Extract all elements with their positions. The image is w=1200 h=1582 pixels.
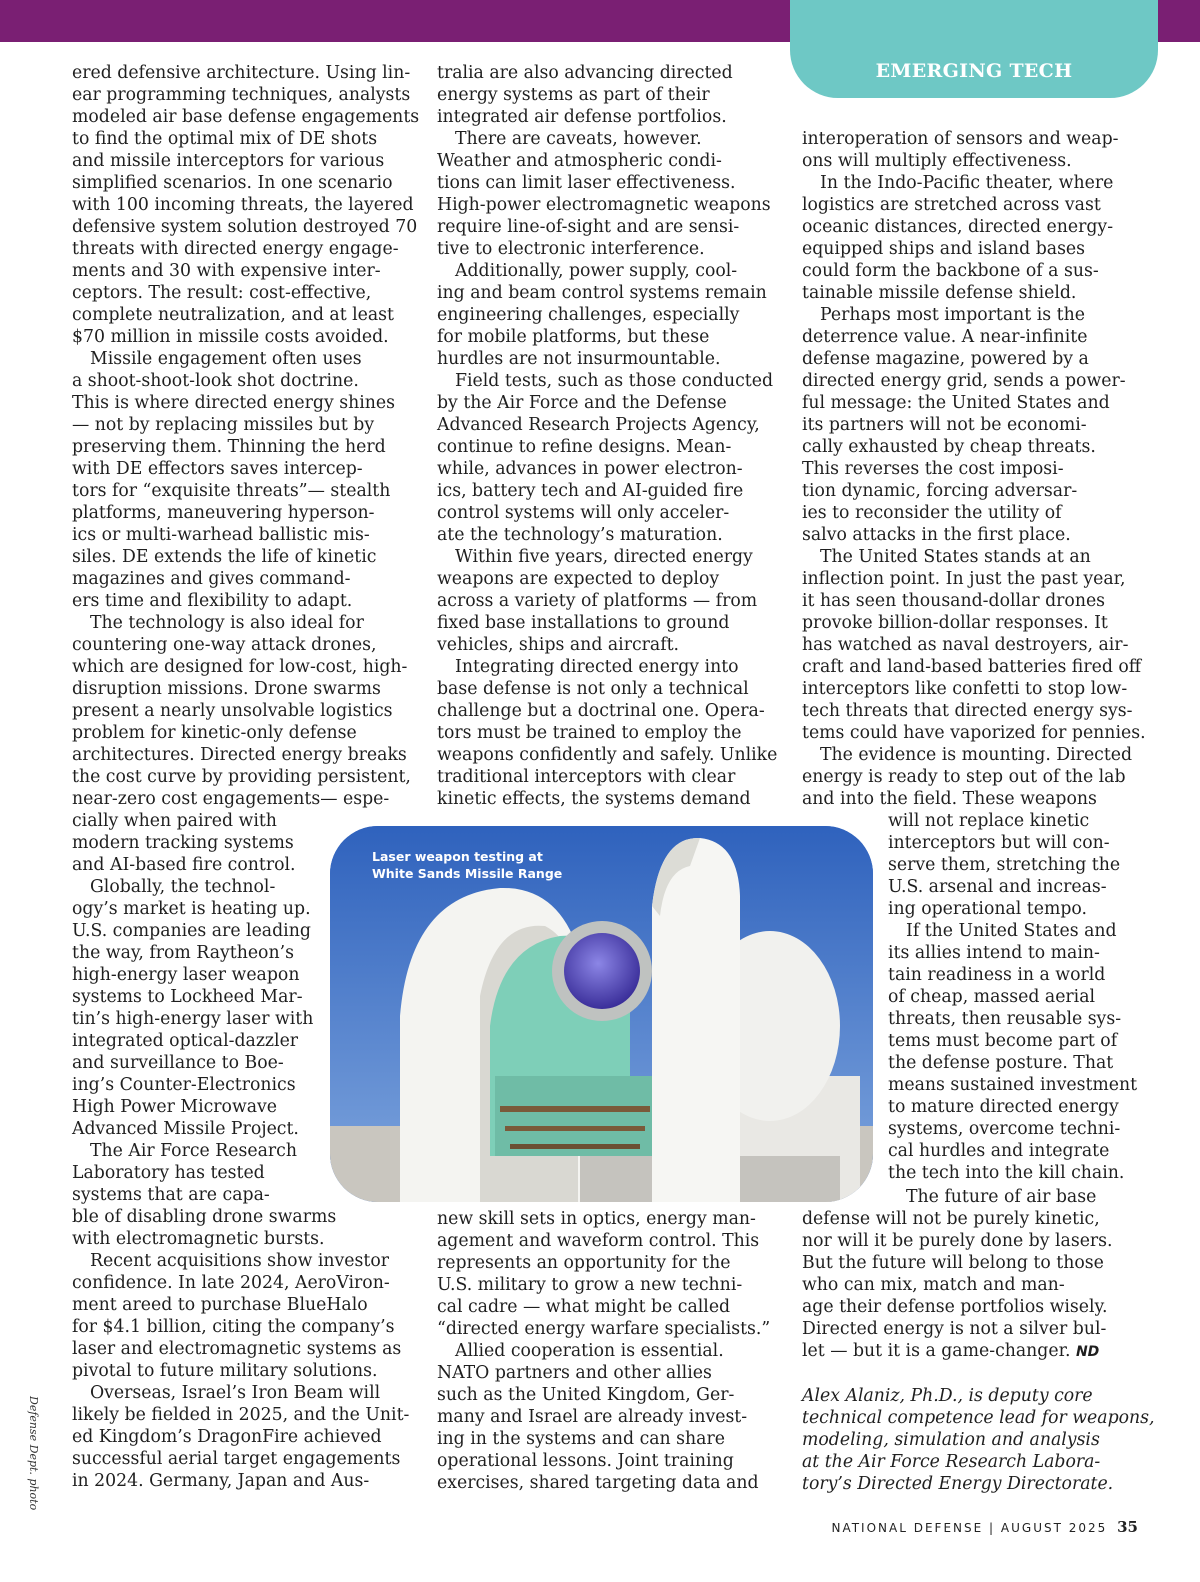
paragraph: The United States stands at an inflection point. In just the past year, it has seen thousand-dollar drones provoke billion-dollar responses. It has watched as naval destroyers, air- craft and land-based batteries fired off interceptors like confetti to stop low- tech threats that directed energy sys- tems could have vaporized for pennies.: [802, 547, 1146, 743]
laser-turret-illustration: [330, 826, 873, 1202]
paragraph: ered defensive architecture. Using lin- ear programming techniques, analysts modeled air base defense engagements to find the optimal mix of DE shots and missile interceptors for various simplified scenarios. In one scenario with 100 incoming threats, the layered defensive system solution destroyed 70 threats with directed energy engage- ments and 30 with expensive inter- ceptors. The result: cost-effective, complete neutralization, and at least $70 million in missile costs avoided.: [72, 63, 420, 347]
paragraph: If the United States and its allies intend to main- tain readiness in a world of cheap, massed aerial threats, then reusable sys- tems must become part of the defense posture. That means sustained investment to mature directed energy systems, overcome techni- cal hurdles and integrate the tech into the kill chain.: [888, 921, 1138, 1183]
page-footer: [831, 1518, 1138, 1536]
paragraph: Missile engagement often uses a shoot-shoot-look shot doctrine. This is where directed energy shines — not by replacing missiles but by preserving them. Thinning the herd with DE effectors saves intercep- tors for “exquisite threats”— stealth platforms, maneuvering hyperson- ics or multi-warhead ballistic mis- siles. DE extends the life of kinetic magazines and gives command- ers time and flexibility to adapt.: [72, 349, 395, 611]
paragraph: Allied cooperation is essential. NATO partners and other allies such as the United Kingdom, Ger- many and Israel are already invest- ing in the systems and can share operational lessons. Joint training exercises, shared targeting data and: [437, 1341, 759, 1493]
paragraph: Recent acquisitions show investor confidence. In late 2024, AeroViron- ment areed to purchase BlueHalo for $4.1 billion, citing the company’s laser and electromagnetic systems as pivotal to future military solutions.: [72, 1251, 402, 1381]
footer-separator: |: [989, 1521, 996, 1535]
paragraph: The evidence is mounting. Directed energy is ready to step out of the lab and into the field. These weapons: [802, 745, 1133, 809]
issue-date: AUGUST 2025: [1000, 1521, 1108, 1535]
paragraph: Globally, the technol- ogy’s market is heating up. U.S. companies are leading the way, from Raytheon’s high-energy laser weapon systems to Lockheed Mar- tin’s high-energy laser with integrated optical-dazzler and surveillance to Boe- ing’s Counter-Electronics High Power Microwave Advanced Missile Project.: [72, 877, 314, 1139]
article-column-2-top: [437, 62, 782, 810]
photo-caption: [372, 848, 562, 882]
paragraph: Overseas, Israel’s Iron Beam will likely be fielded in 2025, and the Unit- ed Kingdom’s DragonFire achieved successful aerial target engagements in 2024. Germany, Japan and Aus-: [72, 1383, 410, 1491]
section-tab: [790, 0, 1158, 98]
article-column-1: [72, 62, 420, 1492]
laser-weapon-photo: [330, 826, 873, 1202]
paragraph: The technology is also ideal for countering one-way attack drones, which are designed for low-cost, high- disruption missions. Drone swarms present a nearly unsolvable logistics problem for kinetic-only defense architectures. Directed energy breaks the cost curve by providing persistent, near-zero cost engagements— espe- cially when paired with modern tracking systems and AI-based fire control.: [72, 613, 411, 875]
paragraph: In the Indo-Pacific theater, where logistics are stretched across vast oceanic distances, directed energy- equipped ships and island bases could form the backbone of a sus- tainable missile defense shield.: [802, 173, 1114, 303]
paragraph: tralia are also advancing directed energy systems as part of their integrated air defense portfolios.: [437, 63, 733, 127]
paragraph: [802, 1208, 1147, 1363]
paragraph: new skill sets in optics, energy man- agement and waveform control. This represents an opportunity for the U.S. military to grow a new techni- cal cadre — what might be called “directed energy warfare specialists.”: [437, 1209, 771, 1339]
paragraph: Additionally, power supply, cool- ing and beam control systems remain engineering challenges, especially for mobile platforms, but these hurdles are not insurmountable.: [437, 261, 767, 369]
page-number: 35: [1117, 1518, 1138, 1536]
paragraph-first-line: The future of air base: [906, 1187, 1097, 1207]
article-column-3-middle: [888, 810, 1148, 1184]
caption-line: Laser weapon testing at: [372, 849, 543, 864]
article-column-2-bottom: [437, 1208, 782, 1494]
caption-line: White Sands Missile Range: [372, 866, 563, 881]
paragraph: Within five years, directed energy weapons are expected to deploy across a variety of platforms — from fixed base installations to ground vehicles, ships and aircraft.: [437, 547, 758, 655]
paragraph: will not replace kinetic interceptors but will con- serve them, stretching the U.S. arsenal and increas- ing operational tempo.: [888, 811, 1121, 919]
publication-name: NATIONAL DEFENSE: [831, 1521, 984, 1535]
paragraph: Perhaps most important is the deterrence value. A near-infinite defense magazine, powered by a directed energy grid, sends a power- ful message: the United States and its partners will not be economi- cally exhausted by cheap threats. This reverses the cost imposi- tion dynamic, forcing adversar- ies to reconsider the utility of salvo attacks in the first place.: [802, 305, 1126, 545]
paragraph: Field tests, such as those conducted by the Air Force and the Defense Advanced Research Projects Agency, continue to refine designs. Mean- while, advances in power electron- ics, battery tech and AI-guided fire control systems will only acceler- ate the technology’s maturation.: [437, 371, 774, 545]
article-column-3-bottom: [802, 1186, 1155, 1495]
article-column-3-top: [802, 128, 1147, 810]
section-label: EMERGING TECH: [875, 60, 1073, 82]
paragraph: interoperation of sensors and weap- ons will multiply effectiveness.: [802, 129, 1119, 171]
closing-text: defense will not be purely kinetic, nor will it be purely done by lasers. But the future will belong to those who can mix, match and man- age their defense portfolios wisely. Directed energy is not a silver bul- let — but it is a game-changer.: [802, 1209, 1113, 1361]
paragraph: Integrating directed energy into base defense is not only a technical challenge but a doctrinal one. Opera- tors must be trained to employ the weapons confidently and safely. Unlike traditional interceptors with clear kinetic effects, the systems demand: [437, 657, 778, 809]
author-bio: Alex Alaniz, Ph.D., is deputy core technical competence lead for weapons, modeling, simulation and analysis at the Air Force Research Labora- tory’s Directed Energy Directorate.: [802, 1386, 1155, 1494]
paragraph: The Air Force Research Laboratory has tested systems that are capa- ble of disabling drone swarms with electromagnetic bursts.: [72, 1141, 337, 1249]
photo-credit: Defense Dept. photo: [27, 1396, 40, 1511]
end-mark: ND: [1075, 1344, 1100, 1360]
paragraph: There are caveats, however. Weather and atmospheric condi- tions can limit laser effectiveness. High-power electromagnetic weapons require line-of-sight and are sensi- tive to electronic interference.: [437, 129, 771, 259]
